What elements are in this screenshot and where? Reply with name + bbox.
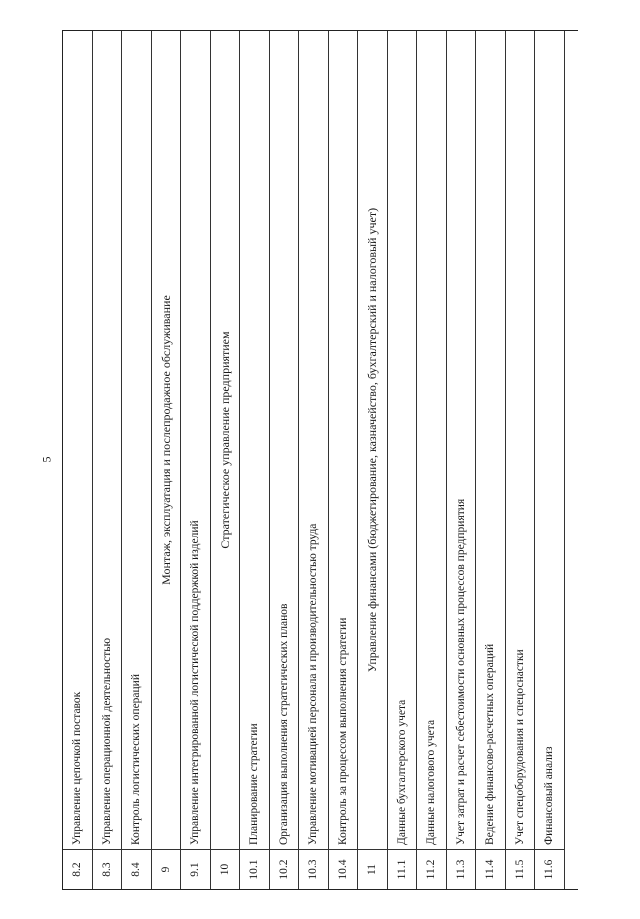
row-label: Контроль за процессом выполнения стратегии bbox=[336, 617, 349, 845]
page-number: 5 bbox=[39, 456, 54, 463]
section-row bbox=[211, 31, 241, 889]
row-label: Ведение финансово-расчетных операций bbox=[484, 643, 496, 845]
row-label: Управление операционной деятельностью bbox=[100, 637, 113, 845]
row-number: 8.3 bbox=[93, 849, 122, 889]
row-label: Управление интегрированной логистической поддержкой изделий bbox=[189, 520, 201, 845]
row-number: 11.5 bbox=[506, 849, 535, 889]
row-number: 10.2 bbox=[270, 849, 299, 889]
row-number: 10.1 bbox=[240, 849, 269, 889]
table-row bbox=[299, 31, 329, 889]
table-row bbox=[476, 31, 506, 889]
table-row bbox=[388, 31, 418, 889]
table-row bbox=[240, 31, 270, 889]
table-row bbox=[535, 31, 565, 889]
table-row bbox=[417, 31, 447, 889]
section-title: Управление финансами (бюджетирование, казначейство, бухгалтерский и налоговый учет) bbox=[365, 207, 379, 673]
section-row bbox=[152, 31, 182, 889]
row-number: 9.1 bbox=[181, 849, 210, 889]
row-number: 11.1 bbox=[388, 849, 417, 889]
section-number: 9 bbox=[152, 849, 181, 889]
section-number: 10 bbox=[211, 849, 240, 889]
table-row bbox=[122, 31, 152, 889]
table-row bbox=[270, 31, 300, 889]
table-row bbox=[181, 31, 211, 889]
row-label: Планирование стратегии bbox=[248, 723, 260, 845]
row-number: 8.2 bbox=[63, 849, 92, 889]
table-row bbox=[93, 31, 123, 889]
table-row bbox=[447, 31, 477, 889]
row-label: Управление цепочкой поставок bbox=[71, 691, 83, 845]
section-number: 11 bbox=[358, 849, 387, 889]
section-title: Стратегическое управление предприятием bbox=[217, 331, 232, 549]
row-label: Управление мотивацией персонала и производительностью труда bbox=[307, 523, 319, 845]
row-label: Учет спецоборудования и спецоснастки bbox=[513, 649, 526, 845]
row-number: 10.4 bbox=[329, 849, 358, 889]
table-row bbox=[329, 31, 359, 889]
row-label: Контроль логистических операций bbox=[130, 674, 142, 845]
row-label: Финансовый анализ bbox=[543, 746, 555, 845]
row-number: 11.2 bbox=[417, 849, 446, 889]
process-table bbox=[62, 30, 578, 890]
row-label: Учет затрат и расчет себестоимости основных процессов предприятия bbox=[454, 498, 467, 845]
row-number: 11.3 bbox=[447, 849, 476, 889]
row-number: 11.6 bbox=[535, 849, 564, 889]
row-number: 8.4 bbox=[122, 849, 151, 889]
row-label: Данные бухгалтерского учета bbox=[395, 699, 408, 845]
table-row bbox=[506, 31, 536, 889]
row-label: Организация выполнения стратегических планов bbox=[277, 603, 290, 845]
row-number: 11.4 bbox=[476, 849, 505, 889]
row-label: Данные налогового учета bbox=[425, 719, 437, 845]
row-number: 10.3 bbox=[299, 849, 328, 889]
table-row bbox=[63, 31, 93, 889]
section-row bbox=[358, 31, 388, 889]
section-title: Монтаж, эксплуатация и послепродажное обслуживание bbox=[158, 295, 173, 585]
table-wrapper bbox=[62, 30, 578, 890]
